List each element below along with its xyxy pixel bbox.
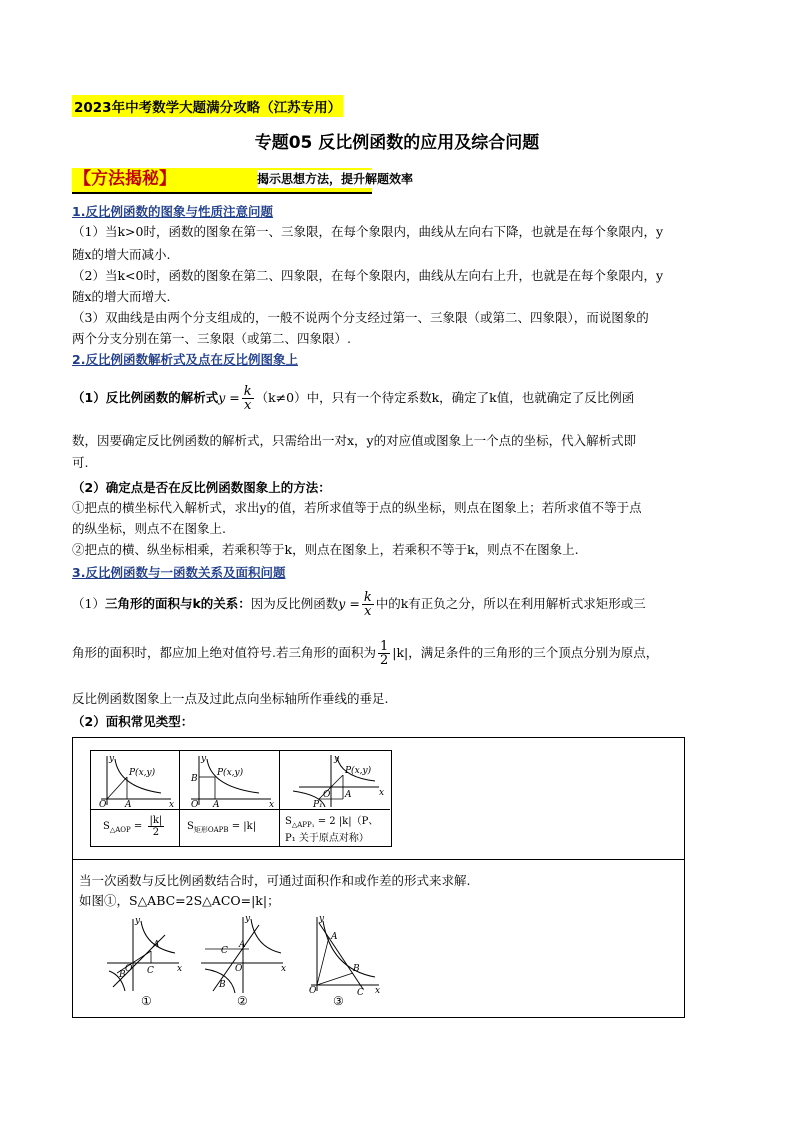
svg-text:x: x [379,788,385,798]
svg-text:x: x [169,800,175,809]
svg-text:P₁: P₁ [313,800,323,809]
svg-text:y: y [245,914,251,924]
graph-cell-1 [91,751,180,810]
formula-cell-1 [91,809,180,846]
sec2-line4: （2）确定点是否在反比例函数图象上的方法： [72,480,331,495]
svg-text:B: B [353,964,360,974]
figure-1 [105,913,185,1008]
svg-text:O: O [309,986,317,996]
sec2-line7: ②把点的横、纵坐标相乘，若乘积等于k，则点在图象上，若乘积不等于k，则点不在图象上. [72,542,579,557]
svg-text:B: B [119,970,126,980]
graph-aop [91,751,179,809]
graph-cell-2 [179,751,280,810]
svg-text:x: x [281,964,287,974]
svg-text:C: C [147,966,154,976]
section1-heading: 1.反比例函数的图象与性质注意问题 [72,204,273,219]
triangle-k-label: 三角形的面积与k的关系： [104,596,251,611]
sec1-line1: （1）当k>0时，函数的图象在第一、三象限，在每个象限内，曲线从左向右下降，也就是在每个象限内，y [72,224,664,239]
method-banner [72,168,414,194]
svg-text:P(x,y): P(x,y) [129,768,156,778]
formula-symmetric: $S_{\triangle APP_1} = 2$ |k|（P、 P₁ 关于原点对称） [285,816,379,844]
sec3-line2: 角形的面积时，都应加上绝对值符号.若三角形的面积为 $\frac{1}{2}$ |k|，满足条件的三角形的三个顶点分别为原点， [72,639,659,668]
svg-text:C: C [221,946,228,956]
formula-aop: $S_{\triangle AOP}$ = $\frac{|k|}{2}$ [103,815,163,838]
svg-text:O: O [323,790,331,800]
sec1-line5: （3）双曲线是由两个分支组成的，一般不说两个分支经过第一、三象限（或第二、四象限），而说图象的 [72,310,649,325]
area-types-table [72,737,685,1018]
figure-2 [199,913,289,1008]
svg-text:x: x [177,964,183,974]
sec1-line2: 随x的增大而减小. [72,247,171,262]
sec2-line3: 可. [72,455,89,470]
svg-text:O: O [191,800,199,809]
page-title: 专题05 反比例函数的应用及综合问题 [254,133,540,153]
svg-text:y: y [334,754,340,764]
svg-text:y: y [135,916,141,926]
method-subtitle: 揭示思想方法，提升解题效率 [257,172,414,186]
sec3-line3: 反比例函数图象上一点及过此点向坐标轴所作垂线的垂足. [72,691,389,706]
graph-cell-3 [279,751,390,810]
sec2-line6: 的纵坐标，则点不在图象上. [72,521,226,536]
svg-text:y: y [201,754,207,764]
svg-text:A: A [153,940,160,950]
figure-3 [301,913,383,1008]
graph-rect [179,751,279,809]
formula-rect: $S_{矩形OAPB} = |k|$ [187,821,257,834]
svg-text:P(x,y): P(x,y) [217,768,244,778]
svg-text:O: O [99,800,107,809]
sec2-line5: ①把点的横坐标代入解析式，求出y的值，若所求值等于点的纵坐标，则点在图象上；若所求值不等于点 [72,500,642,515]
formula-cell-3 [279,809,390,846]
svg-text:A: A [213,800,220,809]
sec1-line6: 两个分支分别在第一、三象限（或第二、四象限）. [72,331,351,346]
section3-heading: 3.反比例函数与一函数关系及面积问题 [72,565,286,580]
svg-text:O: O [125,964,133,974]
formula-y: y = [218,390,240,405]
figure-2-label: ② [237,994,248,1008]
k-over-x-2: $\frac{k}{x}$ [363,590,372,619]
svg-text:A: A [345,790,352,800]
graph-symmetric [279,751,390,809]
sec3-line4: （2）面积常见类型： [72,714,194,729]
section2-heading: 2.反比例函数解析式及点在反比例图象上 [72,352,298,367]
caption-2: 如图①，S△ABC=2S△ACO=|k|； [79,893,280,908]
method-tag: 【方法揭秘】 [74,169,176,189]
svg-text:A: A [331,932,338,942]
svg-text:P(x,y): P(x,y) [345,766,372,776]
svg-text:B: B [191,774,198,784]
svg-text:C: C [357,988,364,998]
formula-grid [90,750,392,847]
table-divider [73,859,684,860]
formula-cell-2 [179,809,280,846]
svg-text:A: A [239,940,246,950]
svg-text:x: x [269,800,275,809]
caption-1: 当一次函数与反比例函数结合时，可通过面积作和或作差的形式来求解. [79,873,471,888]
sec1-line3: （2）当k<0时，函数的图象在第二、四象限，在每个象限内，曲线从左向右上升，也就是在每个象限内，y [72,268,664,283]
sec2-line1: （1）反比例函数的解析式y = $\frac{k}{x}$ （k≠0）中，只有一个待定系数k，确定了k值，也就确定了反比例函 [72,384,635,413]
svg-text:y: y [109,754,115,764]
svg-text:O: O [235,964,243,974]
figure-3-label: ③ [333,994,344,1008]
svg-text:A: A [125,800,132,809]
sec3-line1: （1）三角形的面积与k的关系：因为反比例函数y = $\frac{k}{x}$ 中的k有正负之分，所以在利用解析式求矩形或三 [72,590,646,619]
k-over-x: $\frac{k}{x}$ [243,384,252,413]
sec1-line4: 随x的增大而增大. [72,289,171,304]
series-header: 2023年中考数学大题满分攻略（江苏专用） [72,95,343,117]
svg-text:x: x [375,986,381,996]
analytic-label: （1）反比例函数的解析式 [72,390,219,405]
figure-1-label: ① [141,994,152,1008]
sec2-line2: 数，因要确定反比例函数的解析式，只需给出一对x，y的对应值或图象上一个点的坐标，代入解析式即 [72,433,637,448]
svg-text:y: y [319,914,325,924]
one-half: $\frac{1}{2}$ [379,639,389,668]
svg-text:B: B [219,980,226,990]
